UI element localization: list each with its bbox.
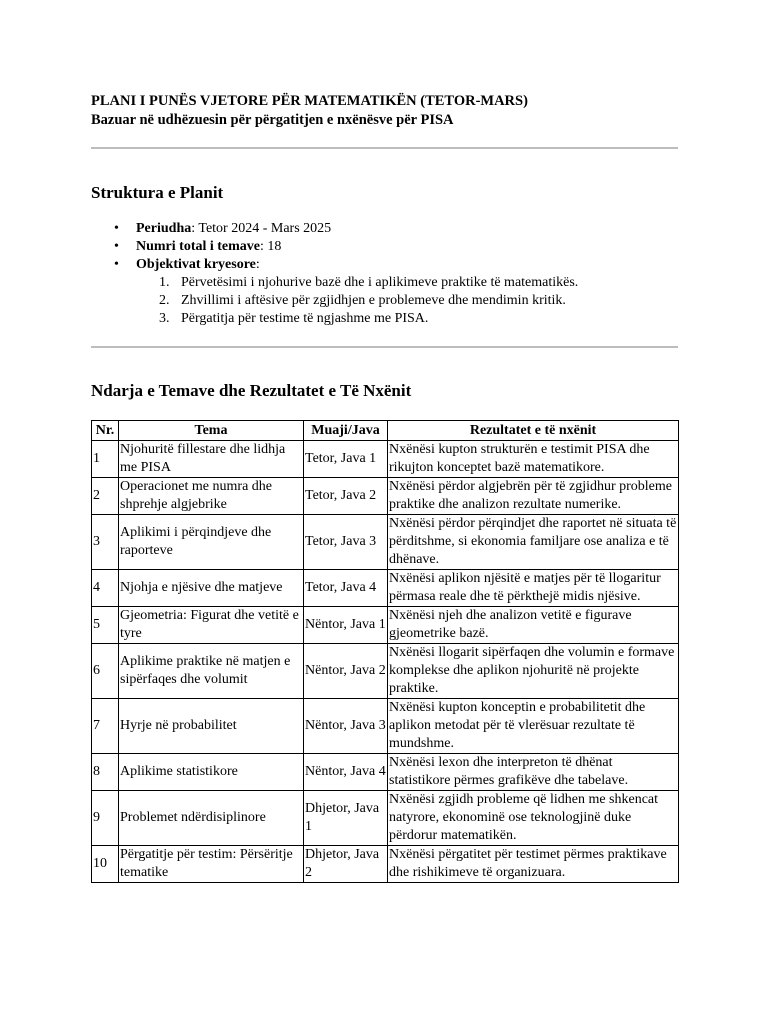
- objective-item: [136, 292, 678, 310]
- cell-month: Nëntor, Java 1: [304, 607, 388, 644]
- column-header-topic: Tema: [119, 421, 304, 441]
- cell-topic: Gjeometria: Figurat dhe vetitë e tyre: [119, 607, 304, 644]
- document-subtitle: Bazuar në udhëzuesin për përgatitjen e nxënësve për PISA: [91, 112, 454, 128]
- table-row: [92, 791, 679, 846]
- cell-topic: Njohuritë fillestare dhe lidhja me PISA: [119, 441, 304, 478]
- cell-month: Nëntor, Java 3: [304, 699, 388, 754]
- period-label: Periudha: [136, 221, 192, 236]
- divider: [91, 346, 678, 348]
- cell-nr: 4: [92, 570, 119, 607]
- cell-result: Nxënësi aplikon njësitë e matjes për të llogaritur përmasa reale dhe të përkthejë midis njësive.: [388, 570, 679, 607]
- cell-result: Nxënësi përdor algjebrën për të zgjidhur probleme praktike dhe analizon rezultate numerike.: [388, 478, 679, 515]
- cell-result: Nxënësi përgatitet për testimet përmes praktikave dhe rishikimeve të organizuara.: [388, 846, 679, 883]
- cell-topic: Operacionet me numra dhe shprehje algjebrike: [119, 478, 304, 515]
- objective-text: Zhvillimi i aftësive për zgjidhjen e problemeve dhe mendimin kritik.: [181, 293, 566, 308]
- objective-item: [136, 274, 678, 292]
- document-header: [91, 92, 678, 130]
- cell-nr: 3: [92, 515, 119, 570]
- cell-topic: Hyrje në probabilitet: [119, 699, 304, 754]
- cell-nr: 7: [92, 699, 119, 754]
- cell-result: Nxënësi kupton konceptin e probabilitetit dhe aplikon metodat për të vlerësuar rezultate të mundshme.: [388, 699, 679, 754]
- table-row: [92, 754, 679, 791]
- column-header-nr: Nr.: [92, 421, 119, 441]
- cell-month: Nëntor, Java 4: [304, 754, 388, 791]
- cell-nr: 10: [92, 846, 119, 883]
- cell-month: Tetor, Java 2: [304, 478, 388, 515]
- cell-topic: Njohja e njësive dhe matjeve: [119, 570, 304, 607]
- cell-result: Nxënësi lexon dhe interpreton të dhënat statistikore përmes grafikëve dhe tabelave.: [388, 754, 679, 791]
- column-header-month: Muaji/Java: [304, 421, 388, 441]
- cell-topic: Përgatitje për testim: Përsëritje tematike: [119, 846, 304, 883]
- topic-count-label: Numri total i temave: [136, 239, 261, 254]
- objective-number: 3.: [159, 311, 170, 326]
- cell-result: Nxënësi kupton strukturën e testimit PISA dhe rikujton konceptet bazë matematikore.: [388, 441, 679, 478]
- cell-topic: Problemet ndërdisiplinore: [119, 791, 304, 846]
- table-row: [92, 515, 679, 570]
- topics-table: [91, 420, 679, 883]
- section-heading-structure: Struktura e Planit: [91, 183, 224, 202]
- cell-result: Nxënësi zgjidh probleme që lidhen me shkencat natyrore, ekonominë ose teknologjinë duke përdorur matematikën.: [388, 791, 679, 846]
- table-row: [92, 607, 679, 644]
- objective-number: 1.: [159, 275, 170, 290]
- divider: [91, 147, 678, 149]
- list-item-objectives: [91, 256, 678, 328]
- table-row: [92, 644, 679, 699]
- cell-month: Dhjetor, Java 2: [304, 846, 388, 883]
- objective-number: 2.: [159, 293, 170, 308]
- cell-month: Tetor, Java 3: [304, 515, 388, 570]
- topic-count-value: : 18: [260, 239, 282, 254]
- cell-topic: Aplikime praktike në matjen e sipërfaqes dhe volumit: [119, 644, 304, 699]
- list-item-period: [91, 220, 678, 238]
- cell-month: Tetor, Java 4: [304, 570, 388, 607]
- objective-text: Përvetësimi i njohurive bazë dhe i aplikimeve praktike të matematikës.: [181, 275, 579, 290]
- cell-nr: 6: [92, 644, 119, 699]
- table-row: [92, 699, 679, 754]
- cell-nr: 9: [92, 791, 119, 846]
- column-header-result: Rezultatet e të nxënit: [388, 421, 679, 441]
- structure-list: [91, 220, 678, 328]
- list-item-topic-count: [91, 238, 678, 256]
- cell-result: Nxënësi përdor përqindjet dhe raportet në situata të përditshme, si ekonomia familjare ose analiza e të dhënave.: [388, 515, 679, 570]
- cell-result: Nxënësi njeh dhe analizon vetitë e figurave gjeometrike bazë.: [388, 607, 679, 644]
- cell-month: Dhjetor, Java 1: [304, 791, 388, 846]
- cell-nr: 2: [92, 478, 119, 515]
- objective-item: [136, 310, 678, 328]
- cell-nr: 8: [92, 754, 119, 791]
- objectives-label: Objektivat kryesore: [136, 257, 256, 272]
- table-header-row: [92, 421, 679, 441]
- cell-topic: Aplikime statistikore: [119, 754, 304, 791]
- cell-nr: 5: [92, 607, 119, 644]
- period-value: : Tetor 2024 - Mars 2025: [191, 221, 332, 236]
- document-title: PLANI I PUNËS VJETORE PËR MATEMATIKËN (TETOR-MARS): [91, 93, 528, 109]
- table-row: [92, 441, 679, 478]
- objectives-list: [136, 274, 678, 328]
- cell-result: Nxënësi llogarit sipërfaqen dhe volumin e formave komplekse dhe aplikon njohuritë në projekte praktike.: [388, 644, 679, 699]
- cell-nr: 1: [92, 441, 119, 478]
- table-row: [92, 478, 679, 515]
- objective-text: Përgatitja për testime të ngjashme me PISA.: [181, 311, 429, 326]
- cell-topic: Aplikimi i përqindjeve dhe raporteve: [119, 515, 304, 570]
- cell-month: Nëntor, Java 2: [304, 644, 388, 699]
- table-row: [92, 570, 679, 607]
- section-heading-topics: Ndarja e Temave dhe Rezultatet e Të Nxënit: [91, 381, 412, 400]
- objectives-suffix: :: [255, 257, 260, 272]
- cell-month: Tetor, Java 1: [304, 441, 388, 478]
- table-row: [92, 846, 679, 883]
